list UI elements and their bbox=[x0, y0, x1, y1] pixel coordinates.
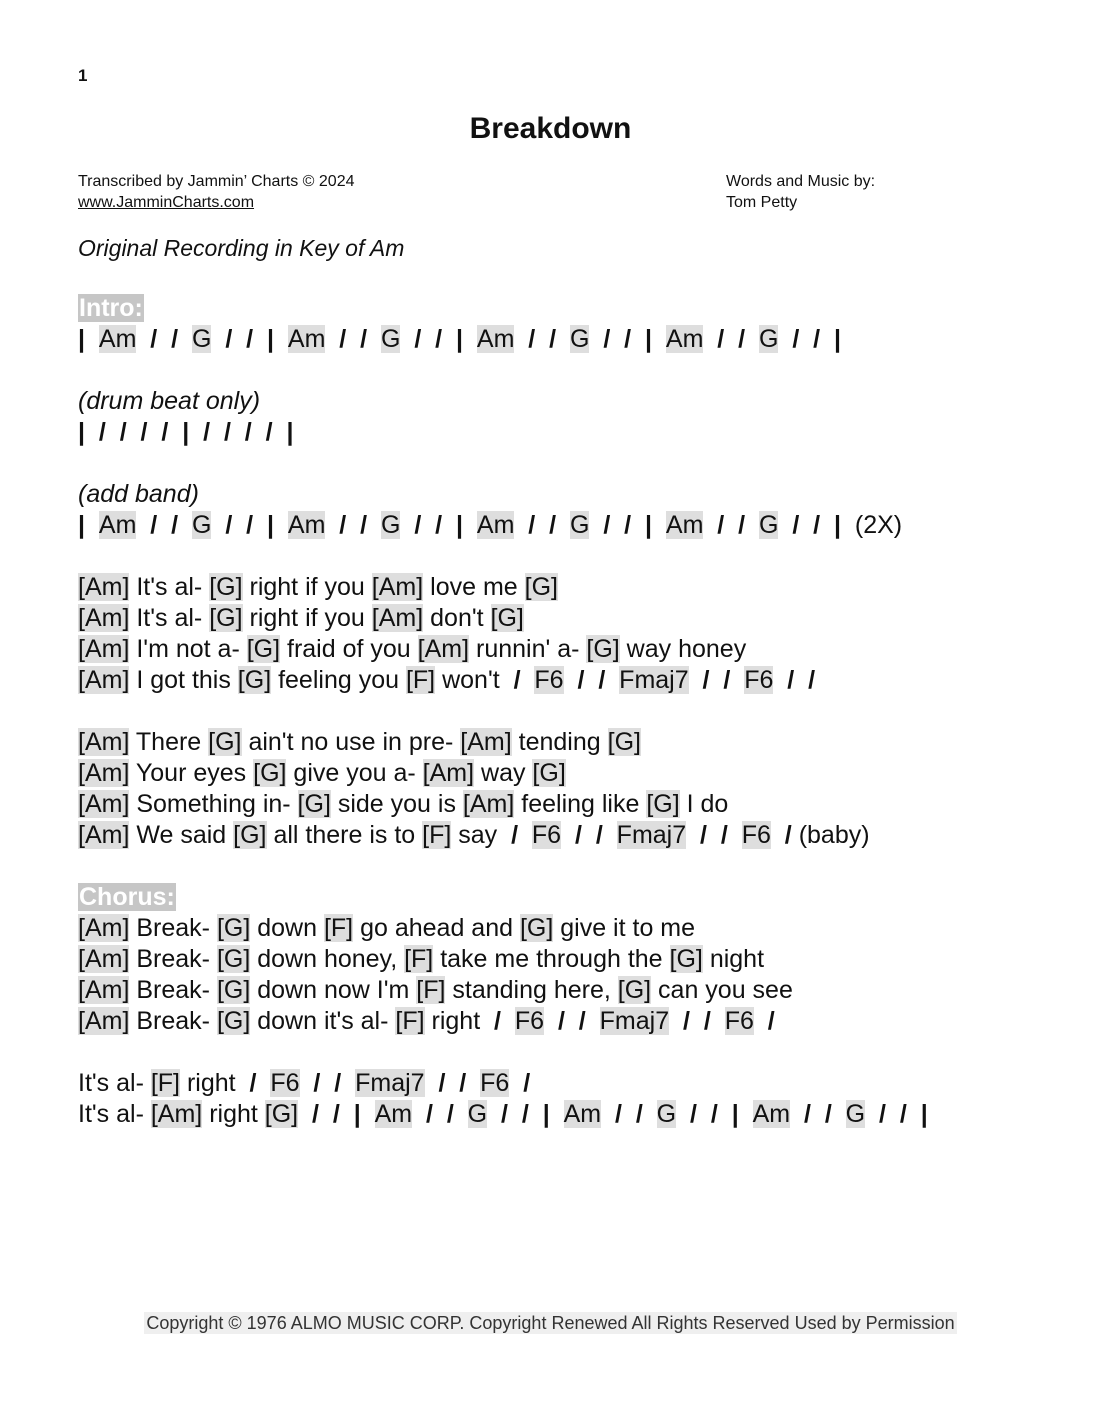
chord: [Am] bbox=[78, 604, 130, 632]
beat-slash: / / bbox=[325, 511, 381, 539]
lyric-text: don't bbox=[423, 604, 491, 632]
chord: Am bbox=[665, 325, 704, 353]
chord: [F] bbox=[404, 945, 434, 973]
chord: Fmaj7 bbox=[599, 1007, 670, 1035]
beat-slash: / / bbox=[688, 666, 745, 694]
chord: Fmaj7 bbox=[619, 666, 689, 694]
bar-line: | bbox=[267, 511, 288, 539]
lyric-text: It's al- bbox=[129, 573, 210, 601]
lyric-text: I'm not a- bbox=[129, 635, 247, 663]
beat-slash: / / bbox=[211, 325, 267, 353]
sheet-line bbox=[78, 1099, 928, 1130]
lyric-text: Break- bbox=[129, 1007, 217, 1035]
chord: [G] bbox=[216, 1007, 251, 1035]
chord: [F] bbox=[422, 821, 452, 849]
lyric-text: can you see bbox=[651, 976, 793, 1004]
sheet-line bbox=[78, 603, 928, 634]
chord: G bbox=[380, 511, 401, 539]
chord: G bbox=[569, 511, 590, 539]
chord: [F] bbox=[323, 914, 354, 942]
chord: [G] bbox=[237, 666, 272, 694]
chord: [G] bbox=[646, 790, 680, 818]
chord: [Am] bbox=[78, 759, 130, 787]
lyric-text: fraid of you bbox=[280, 635, 418, 663]
sheet-line bbox=[78, 913, 928, 944]
beat-slash: / / bbox=[412, 1100, 468, 1128]
chord: [Am] bbox=[462, 790, 515, 818]
beat-slash: / bbox=[509, 1069, 531, 1097]
credits-heading: Words and Music by: bbox=[726, 173, 876, 190]
chord: [G] bbox=[253, 759, 287, 787]
bar-line: | bbox=[645, 511, 666, 539]
sheet-line bbox=[78, 789, 928, 820]
website-link[interactable]: www.JamminCharts.com bbox=[78, 194, 255, 211]
chord: [G] bbox=[297, 790, 331, 818]
lyric-text: There bbox=[129, 728, 209, 756]
key-note: Original Recording in Key of Am bbox=[78, 235, 405, 261]
performance-note: (add band) bbox=[78, 480, 199, 508]
sheet-line bbox=[78, 479, 928, 510]
lyric-text: down it's al- bbox=[250, 1007, 396, 1035]
chord: [G] bbox=[532, 759, 566, 787]
beat-slash: / / bbox=[400, 511, 456, 539]
chord: Am bbox=[563, 1100, 602, 1128]
transcriber-credit: Transcribed by Jammin’ Charts © 2024 bbox=[78, 173, 355, 190]
beat-slash: / / bbox=[298, 1100, 354, 1128]
beat-slash: / / bbox=[589, 511, 645, 539]
sheet-line bbox=[78, 1006, 928, 1037]
beat-slash: / / bbox=[514, 325, 570, 353]
bar-line: | bbox=[78, 325, 99, 353]
copyright-footer bbox=[0, 1313, 1101, 1334]
chord: [Am] bbox=[78, 1007, 130, 1035]
chord: F6 bbox=[270, 1069, 300, 1097]
beat-slash: / / bbox=[686, 821, 742, 849]
beat-slash: / / bbox=[211, 511, 267, 539]
chord: [F] bbox=[416, 976, 446, 1004]
beat-slash: / / bbox=[561, 821, 617, 849]
bar-line: | bbox=[731, 1100, 753, 1128]
sheet-line bbox=[78, 975, 928, 1006]
chord: [Am] bbox=[78, 728, 130, 756]
bar-line: | bbox=[542, 1100, 564, 1128]
chord: Am bbox=[287, 325, 326, 353]
blank-line bbox=[78, 448, 928, 479]
chord: F6 bbox=[480, 1069, 510, 1097]
beat-slash: / / bbox=[669, 1007, 725, 1035]
beat-slash: / / bbox=[299, 1069, 356, 1097]
chord: G bbox=[758, 511, 779, 539]
bar-line: | / / / / | / / / / | bbox=[78, 418, 294, 446]
chord: [G] bbox=[209, 604, 243, 632]
chord: [Am] bbox=[460, 728, 512, 756]
lyric-text: Break- bbox=[129, 914, 217, 942]
blank-line bbox=[78, 541, 928, 572]
lyric-text: all there is to bbox=[266, 821, 423, 849]
beat-slash: / / bbox=[136, 511, 192, 539]
lyric-text: It's al- bbox=[129, 604, 210, 632]
section-label: Chorus: bbox=[79, 883, 175, 911]
bar-line: | bbox=[78, 511, 99, 539]
beat-slash: / / bbox=[424, 1069, 481, 1097]
lyric-text: give it to me bbox=[553, 914, 696, 942]
chord: [G] bbox=[216, 945, 251, 973]
performance-note: (drum beat only) bbox=[78, 387, 261, 415]
lyric-text: love me bbox=[423, 573, 525, 601]
lyric-text: won't bbox=[435, 666, 514, 694]
chord: [G] bbox=[209, 573, 243, 601]
sheet-line bbox=[78, 727, 928, 758]
chord: G bbox=[656, 1100, 677, 1128]
beat-slash: / / bbox=[703, 511, 759, 539]
chord: [Am] bbox=[150, 1100, 203, 1128]
chord: [G] bbox=[216, 976, 251, 1004]
chord: [G] bbox=[524, 573, 558, 601]
lyric-text: tending bbox=[511, 728, 608, 756]
chord: [G] bbox=[607, 728, 641, 756]
chord: [G] bbox=[264, 1100, 299, 1128]
beat-slash: / / bbox=[400, 325, 456, 353]
beat-slash: / / bbox=[325, 325, 381, 353]
chord: [F] bbox=[405, 666, 436, 694]
blank-line bbox=[78, 696, 928, 727]
chord: [Am] bbox=[422, 759, 475, 787]
chord: [Am] bbox=[78, 976, 130, 1004]
chord: [F] bbox=[150, 1069, 181, 1097]
lyric-text: down honey, bbox=[250, 945, 405, 973]
chord: Am bbox=[476, 325, 515, 353]
sheet-line bbox=[78, 1068, 928, 1099]
chord: Am bbox=[98, 511, 137, 539]
lyric-text: (baby) bbox=[791, 821, 870, 849]
beat-slash: / / bbox=[601, 1100, 657, 1128]
beat-slash: / / bbox=[773, 666, 816, 694]
chord: [G] bbox=[586, 635, 620, 663]
beat-slash: / / bbox=[676, 1100, 732, 1128]
chord: Am bbox=[287, 511, 326, 539]
chord: [G] bbox=[669, 945, 703, 973]
sheet-line bbox=[78, 293, 928, 324]
chord: F6 bbox=[741, 821, 771, 849]
beat-slash: / / bbox=[563, 666, 620, 694]
blank-line bbox=[78, 1037, 928, 1068]
blank-line bbox=[78, 355, 928, 386]
bar-line: | bbox=[645, 325, 666, 353]
lyric-text: right if you bbox=[242, 604, 372, 632]
lyric-text: standing here, bbox=[445, 976, 618, 1004]
transcriber-block bbox=[78, 171, 354, 213]
bar-line: | bbox=[267, 325, 288, 353]
chord: [Am] bbox=[417, 635, 470, 663]
sheet-line bbox=[78, 386, 928, 417]
chord: F6 bbox=[724, 1007, 754, 1035]
chord: [Am] bbox=[78, 573, 130, 601]
beat-slash: / / bbox=[136, 325, 192, 353]
chord: [Am] bbox=[78, 635, 130, 663]
bar-line: | bbox=[920, 1100, 928, 1128]
sheet-line bbox=[78, 417, 928, 448]
chord: [G] bbox=[216, 914, 251, 942]
chord-sheet bbox=[78, 293, 928, 1130]
chord: [Am] bbox=[78, 790, 130, 818]
sheet-line bbox=[78, 882, 928, 913]
lyric-text: ain't no use in pre- bbox=[241, 728, 461, 756]
chord: G bbox=[467, 1100, 488, 1128]
lyric-text: right bbox=[180, 1069, 250, 1097]
lyric-text: Your eyes bbox=[129, 759, 254, 787]
lyric-text: go ahead and bbox=[353, 914, 520, 942]
beat-slash: / bbox=[753, 1007, 775, 1035]
chord: Am bbox=[374, 1100, 413, 1128]
lyric-text: down bbox=[250, 914, 324, 942]
chord: [Am] bbox=[78, 821, 130, 849]
chord: [F] bbox=[395, 1007, 425, 1035]
bar-line: | bbox=[456, 325, 477, 353]
beat-slash: / / bbox=[790, 1100, 846, 1128]
chord: Am bbox=[476, 511, 515, 539]
chord: F6 bbox=[514, 1007, 545, 1035]
sheet-line bbox=[78, 944, 928, 975]
bar-line: | bbox=[834, 511, 855, 539]
chord: Am bbox=[665, 511, 704, 539]
lyric-text: (2X) bbox=[854, 511, 903, 539]
lyric-text: feeling like bbox=[514, 790, 647, 818]
sheet-line bbox=[78, 572, 928, 603]
blank-line bbox=[78, 851, 928, 882]
chord: Fmaj7 bbox=[355, 1069, 425, 1097]
lyric-text: It's al- bbox=[78, 1100, 151, 1128]
chord: G bbox=[191, 325, 212, 353]
sheet-line bbox=[78, 758, 928, 789]
chord: [G] bbox=[233, 821, 267, 849]
chord: G bbox=[380, 325, 401, 353]
beat-slash: / / bbox=[589, 325, 645, 353]
chord: G bbox=[191, 511, 212, 539]
beat-slash: / bbox=[513, 666, 535, 694]
chord: [Am] bbox=[371, 604, 424, 632]
sheet-line bbox=[78, 634, 928, 665]
lyric-text: say bbox=[451, 821, 512, 849]
beat-slash: / / bbox=[487, 1100, 543, 1128]
beat-slash: / / bbox=[865, 1100, 921, 1128]
chord: [G] bbox=[490, 604, 524, 632]
lyric-text: feeling you bbox=[271, 666, 406, 694]
chord: G bbox=[758, 325, 779, 353]
lyric-text: side you is bbox=[330, 790, 463, 818]
beat-slash: / bbox=[249, 1069, 271, 1097]
lyric-text: We said bbox=[129, 821, 234, 849]
sheet-line bbox=[78, 324, 928, 355]
section-label: Intro: bbox=[79, 294, 143, 322]
sheet-line bbox=[78, 665, 928, 696]
lyric-text: I got this bbox=[129, 666, 238, 694]
sheet-line bbox=[78, 510, 928, 541]
chord: [Am] bbox=[78, 945, 130, 973]
lyric-text: way honey bbox=[619, 635, 747, 663]
copyright-text: Copyright © 1976 ALMO MUSIC CORP. Copyright Renewed All Rights Reserved Used by Permission bbox=[146, 1313, 955, 1333]
beat-slash: / bbox=[511, 821, 532, 849]
chord: [G] bbox=[519, 914, 554, 942]
bar-line: | bbox=[456, 511, 477, 539]
lyric-text: right bbox=[202, 1100, 265, 1128]
chord: [G] bbox=[617, 976, 652, 1004]
chord: G bbox=[845, 1100, 866, 1128]
lyric-text: runnin' a- bbox=[469, 635, 587, 663]
sheet-line bbox=[78, 820, 928, 851]
chord: F6 bbox=[534, 666, 564, 694]
beat-slash: / / bbox=[544, 1007, 600, 1035]
chord: Am bbox=[752, 1100, 791, 1128]
lyric-text: Break- bbox=[129, 945, 217, 973]
lyric-text: night bbox=[702, 945, 765, 973]
bar-line: | bbox=[834, 325, 841, 353]
lyric-text: give you a- bbox=[286, 759, 423, 787]
beat-slash: / / bbox=[703, 325, 759, 353]
bar-line: | bbox=[353, 1100, 375, 1128]
lyric-text: take me through the bbox=[433, 945, 670, 973]
beat-slash: / / bbox=[514, 511, 570, 539]
chord: [Am] bbox=[78, 666, 130, 694]
lyric-text: down now I'm bbox=[250, 976, 417, 1004]
lyric-text: right bbox=[424, 1007, 495, 1035]
chord: [Am] bbox=[78, 914, 130, 942]
chord: [G] bbox=[246, 635, 281, 663]
chord: F6 bbox=[531, 821, 562, 849]
beat-slash: / / bbox=[778, 325, 834, 353]
lyric-text: Break- bbox=[129, 976, 217, 1004]
lyric-text: I do bbox=[679, 790, 729, 818]
chord: G bbox=[569, 325, 590, 353]
songwriter-block bbox=[726, 171, 875, 213]
song-title: Breakdown bbox=[469, 112, 632, 145]
beat-slash: / bbox=[494, 1007, 515, 1035]
beat-slash: / / bbox=[778, 511, 834, 539]
lyric-text: way bbox=[474, 759, 533, 787]
lyric-text: Something in- bbox=[129, 790, 298, 818]
songwriter-name: Tom Petty bbox=[726, 194, 798, 211]
chord: [Am] bbox=[371, 573, 424, 601]
chord: [G] bbox=[208, 728, 242, 756]
lyric-text: right if you bbox=[242, 573, 372, 601]
beat-slash: / bbox=[770, 821, 792, 849]
chord: Fmaj7 bbox=[616, 821, 687, 849]
chord: Am bbox=[98, 325, 137, 353]
page-number: 1 bbox=[78, 66, 88, 85]
lyric-text: It's al- bbox=[78, 1069, 151, 1097]
chord: F6 bbox=[744, 666, 774, 694]
